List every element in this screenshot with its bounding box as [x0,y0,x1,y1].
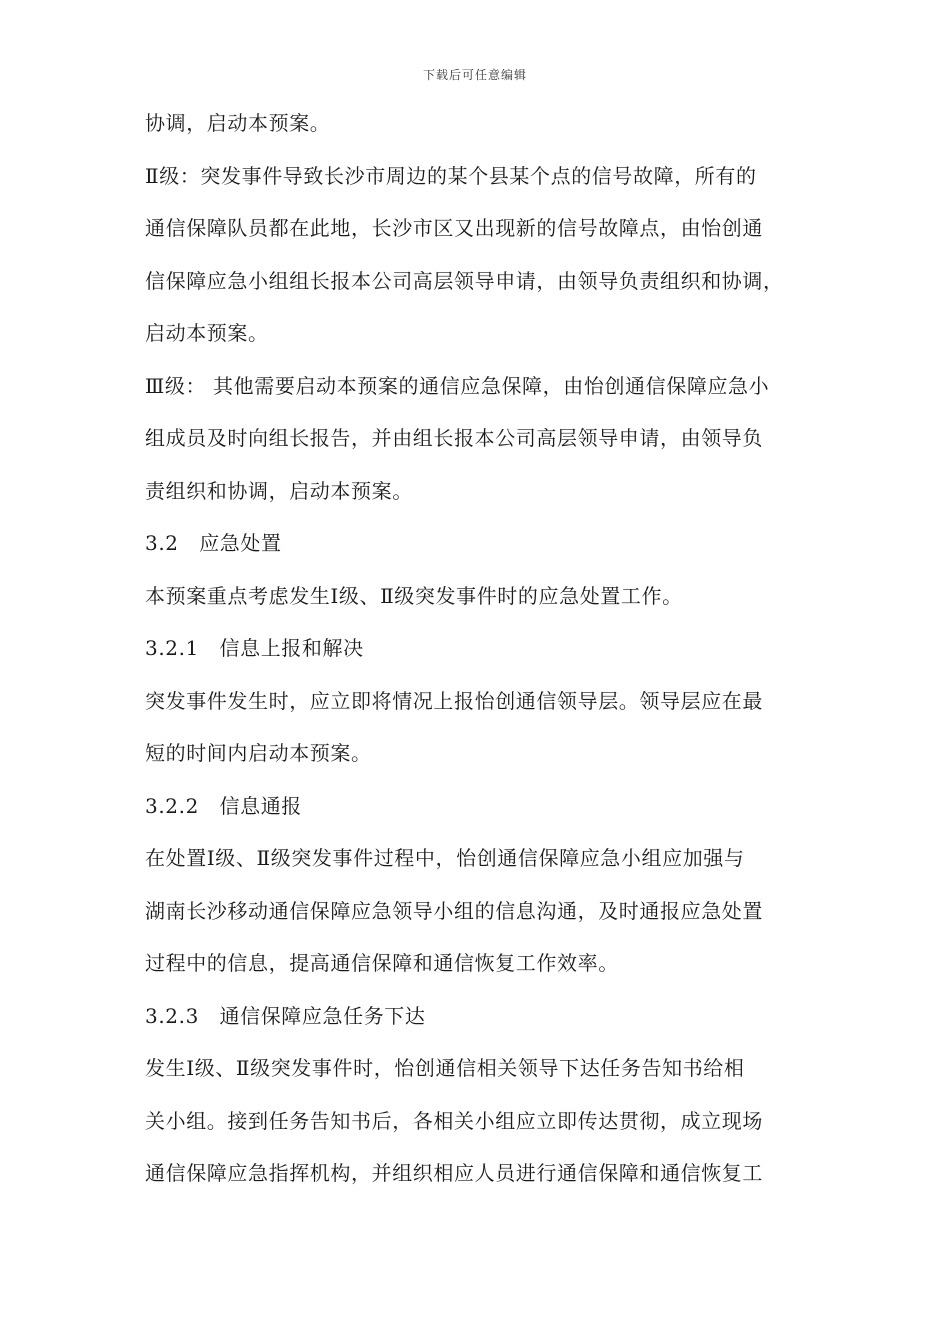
text-line: 信保障应急小组组长报本公司高层领导申请，由领导负责组织和协调， [145,268,784,293]
text-line: 关小组。接到任务告知书后，各相关小组应立即传达贯彻，成立现场 [145,1108,763,1133]
text-line: 本预案重点考虑发生Ⅰ级、Ⅱ级突发事件时的应急处置工作。 [145,583,683,608]
text-line: 短的时间内启动本预案。 [145,741,372,765]
text-line: 启动本预案。 [145,321,269,345]
page-header: 下载后可任意编辑 [422,68,527,82]
text-line: 组成员及时向组长报告，并由组长报本公司高层领导申请，由领导负 [145,426,763,450]
section-heading: 3.2.3 通信保障应急任务下达 [145,1003,426,1028]
section-heading: 3.2.1 信息上报和解决 [145,636,364,660]
text-line: 湖南长沙移动通信保障应急领导小组的信息沟通，及时通报应急处置 [145,898,763,923]
section-heading: 3.2.2 信息通报 [145,793,302,818]
text-line: 责组织和协调，启动本预案。 [145,478,413,503]
text-line: Ⅱ级：突发事件导致长沙市周边的某个县某个点的信号故障，所有的 [145,163,757,188]
text-line: 通信保障队员都在此地，长沙市区又出现新的信号故障点，由怡创通 [145,216,763,240]
text-line: Ⅲ级： 其他需要启动本预案的通信应急保障，由怡创通信保障应急小 [145,373,770,398]
section-heading: 3.2 应急处置 [145,531,282,555]
text-line: 发生Ⅰ级、Ⅱ级突发事件时，怡创通信相关领导下达任务告知书给相 [145,1056,745,1080]
text-line: 通信保障应急指挥机构，并组织相应人员进行通信保障和通信恢复工 [145,1161,763,1185]
text-line: 协调，启动本预案。 [145,111,331,135]
text-line: 过程中的信息，提高通信保障和通信恢复工作效率。 [145,951,619,975]
text-line: 突发事件发生时，应立即将情况上报怡创通信领导层。领导层应在最 [145,688,763,713]
text-line: 在处置Ⅰ级、Ⅱ级突发事件过程中，怡创通信保障应急小组应加强与 [145,846,745,870]
document-body [145,110,815,1213]
